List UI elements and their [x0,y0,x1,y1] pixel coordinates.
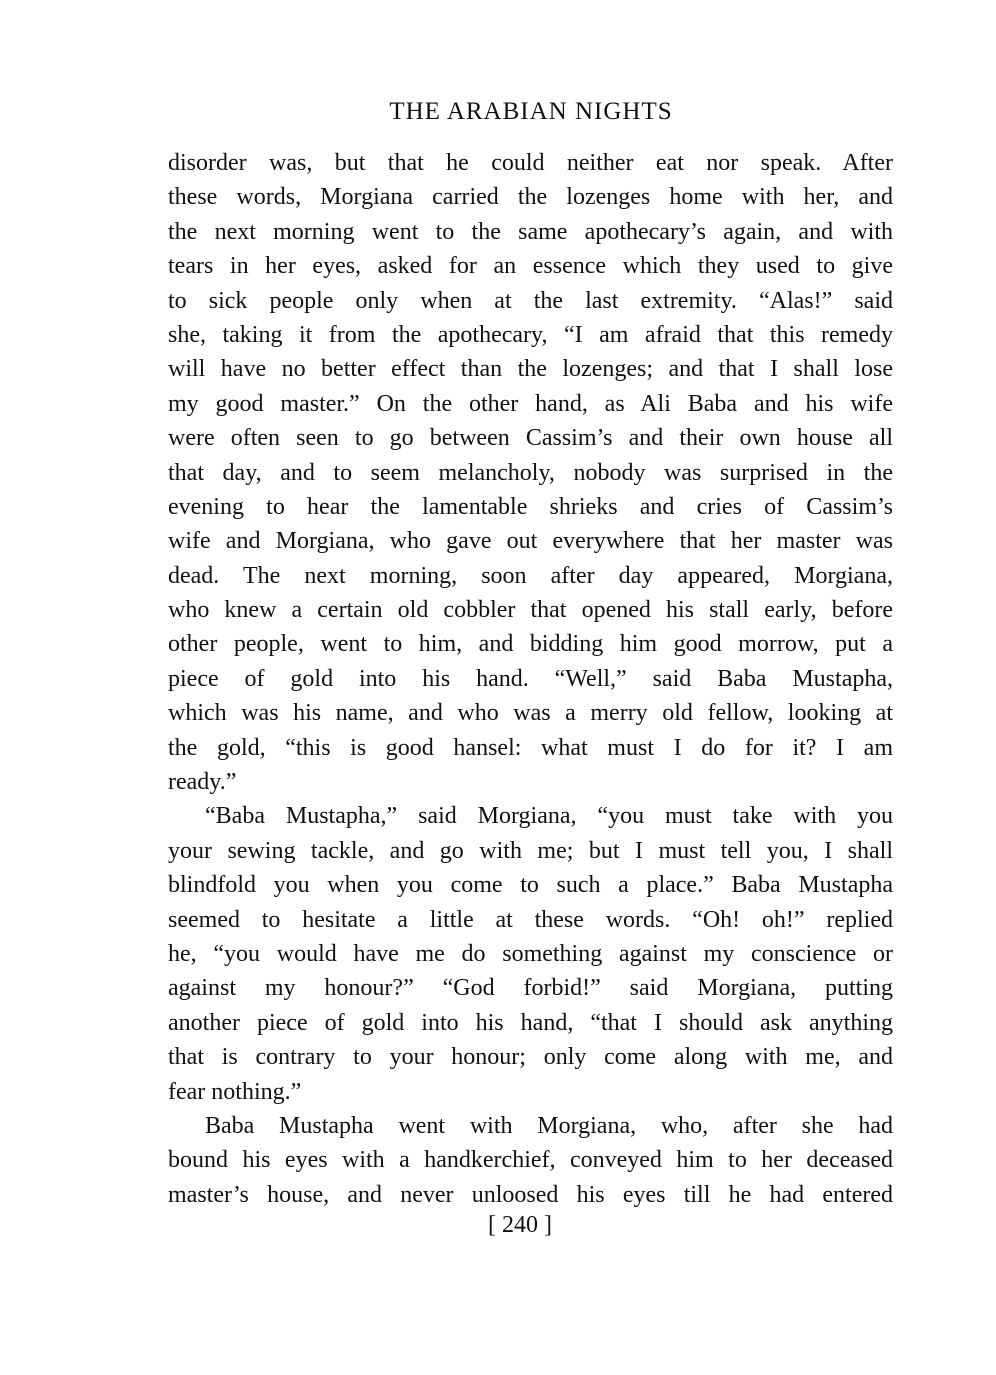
text-line: evening to hear the lamentable shrieks and cries of Cassim’s [168,493,893,520]
text-line: your sewing tackle, and go with me; but I must tell you, I shall [168,837,893,864]
text-line: another piece of gold into his hand, “that I should ask anything [168,1009,893,1036]
text-line: dead. The next morning, soon after day appeared, Morgiana, [168,562,893,589]
page-number: [ 240 ] [488,1212,552,1238]
text-line: these words, Morgiana carried the lozenges home with her, and [168,184,893,211]
text-line: ready.” [168,769,237,796]
text-line: bound his eyes with a handkerchief, conveyed him to her deceased [168,1147,893,1174]
text-line: wife and Morgiana, who gave out everywhere that her master was [168,528,893,555]
text-line: disorder was, but that he could neither eat nor speak. After [168,150,893,176]
text-line: that day, and to seem melancholy, nobody was surprised in the [168,459,893,486]
text-line: fear nothing.” [168,1078,302,1105]
text-line: blindfold you when you come to such a place.” Baba Mustapha [168,872,893,899]
page-body-text [168,146,893,1212]
text-line: other people, went to him, and bidding him good morrow, put a [168,631,893,658]
text-line: that is contrary to your honour; only come along with me, and [168,1044,893,1071]
text-line: Baba Mustapha went with Morgiana, who, after she had [205,1112,893,1139]
text-line: who knew a certain old cobbler that opened his stall early, before [168,597,893,624]
text-line: my good master.” On the other hand, as Ali Baba and his wife [168,390,893,417]
text-line: the gold, “this is good hansel: what must I do for it? I am [168,734,893,761]
text-line: piece of gold into his hand. “Well,” said Baba Mustapha, [168,665,893,692]
text-line: the next morning went to the same apothecary’s again, and with [168,218,893,245]
text-line: he, “you would have me do something against my conscience or [168,940,893,967]
text-line: tears in her eyes, asked for an essence which they used to give [168,253,893,280]
text-line: master’s house, and never unloosed his eyes till he had entered [168,1181,893,1208]
text-line: seemed to hesitate a little at these words. “Oh! oh!” replied [168,906,893,933]
text-line: will have no better effect than the lozenges; and that I shall lose [168,356,893,383]
text-line: were often seen to go between Cassim’s and their own house all [168,425,893,452]
text-line: which was his name, and who was a merry old fellow, looking at [168,700,893,727]
running-header: THE ARABIAN NIGHTS [389,98,673,125]
text-line: she, taking it from the apothecary, “I am afraid that this remedy [168,321,893,348]
text-line: against my honour?” “God forbid!” said Morgiana, putting [168,975,893,1002]
text-line: “Baba Mustapha,” said Morgiana, “you must take with you [205,803,893,830]
text-line: to sick people only when at the last extremity. “Alas!” said [168,287,893,314]
